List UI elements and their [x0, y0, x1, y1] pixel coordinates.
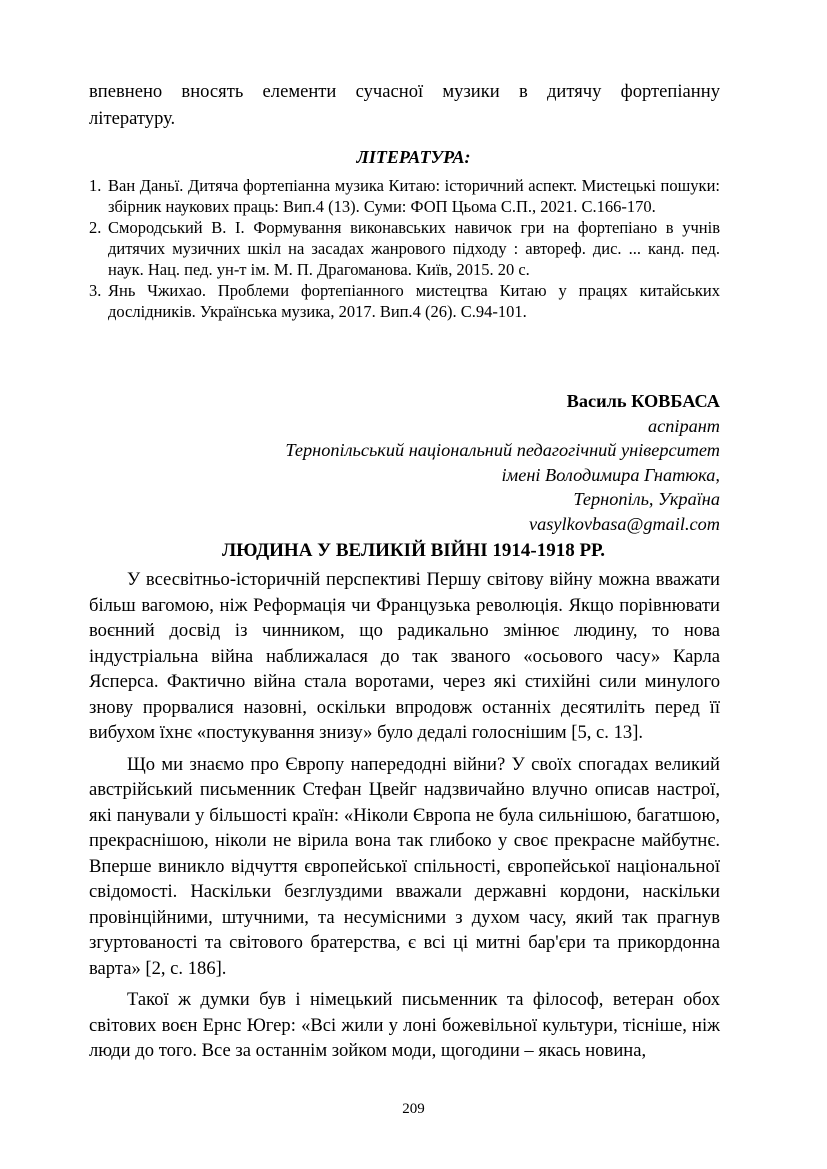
- author-name: Василь КОВБАСА: [566, 391, 720, 411]
- article-title: ЛЮДИНА У ВЕЛИКІЙ ВІЙНІ 1914-1918 РР.: [221, 540, 606, 561]
- reference-item: [89, 175, 720, 217]
- reference-text: Янь Чжихао. Проблеми фортепіанного мистецтва Китаю у працях китайських дослідників. Українська музика, 2017. Вип.4 (26). С.94-101.: [108, 281, 720, 321]
- article-paragraph: У всесвітньо-історичній перспективі Першу світову війну можна вважати більш вагомою, ніж Реформація чи Французька революція. Якщо порівнювати воєнний досвід із чинником, що радикально змінює людину, то нова індустріальна війна наближалася до так званого «осьового часу» Карла Ясперса. Фактично війна стала воротами, через які стихійні сили минулого знову прорвалися назовні, оскільки впродовж останніх десятиліть перед її вибухом їхнє «постукування знизу» було дедалі голоснішим [5, с. 13].: [89, 569, 720, 743]
- reference-item: [89, 217, 720, 280]
- intro-paragraph-end: [89, 106, 720, 132]
- author-university-name: імені Володимира Гнатюка,: [501, 464, 720, 485]
- page-number: 209: [402, 1101, 425, 1117]
- author-city: Тернопіль, Україна: [573, 489, 720, 509]
- article-paragraph: Що ми знаємо про Європу напередодні війни? У своїх спогадах великий австрійський письменник Стефан Цвейг надзвичайно влучно описав настрої, які панували у більшості країн: «Ніколи Європа не була сильнішою, багатшою, прекраснішою, ніколи не вірила вона так глибоко у своє прекрасне майбутнє. Вперше виникло відчуття європейської спільності, європейської національної свідомості. Наскільки безглуздими вважали державні кордони, наскільки провінційними, штучними, та несумісними з духом часу, який так прагнув згуртованості та світового братерства, є всі ці митні бар'єри та прикордонна варта» [2, с. 186].: [89, 753, 720, 979]
- reference-item: [89, 280, 720, 322]
- author-position: аспірант: [647, 415, 720, 436]
- article-paragraph: Такої ж думки був і німецький письменник та філософ, ветеран обох світових воєн Ернс Югер: «Всі жили у лоні божевільної культури, тісніше, ніж люди до того. Все за останнім зойком моди, щогодини – якась новина,: [89, 989, 720, 1061]
- author-block: [285, 389, 720, 536]
- reference-text: Смородський В. І. Формування виконавських навичок гри на фортепіано в учнів дитячих музичних шкіл на засадах жанрового підходу : автореф. дис. ... канд. пед. наук. Нац. пед. ун-т ім. М. П. Драгоманова. Київ, 2015. 20 с.: [108, 218, 720, 279]
- author-university: Тернопільський національний педагогічний університет: [285, 440, 720, 460]
- intro-line-1: впевнено вносять елементи сучасної музики в дитячу фортепіанну: [89, 81, 720, 102]
- reference-number: 1.: [89, 176, 102, 195]
- reference-list: [89, 175, 720, 322]
- intro-line-2: літературу.: [89, 108, 176, 129]
- reference-number: 2.: [89, 218, 102, 237]
- reference-text: Ван Даньї. Дитяча фортепіанна музика Китаю: історичний аспект. Мистецькі пошуки: збірник наукових праць: Вип.4 (13). Суми: ФОП Цьома С.П., 2021. С.166-170.: [108, 176, 720, 216]
- author-email: vasylkovbasa@gmail.com: [529, 513, 720, 534]
- literature-heading: ЛІТЕРАТУРА:: [356, 147, 471, 167]
- reference-number: 3.: [89, 281, 102, 300]
- article-body: [89, 567, 720, 1064]
